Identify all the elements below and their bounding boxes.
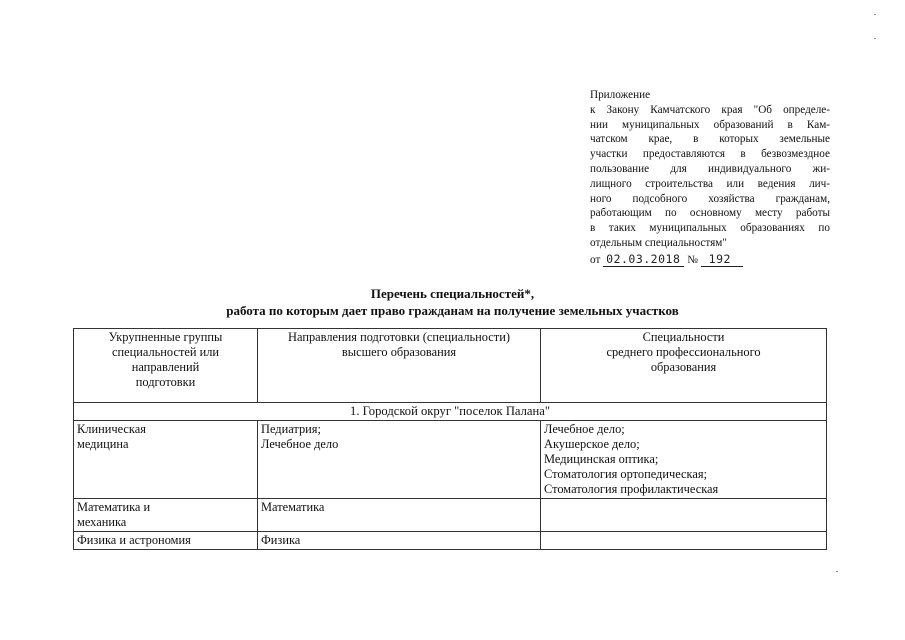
section-row [74, 403, 827, 421]
section-title: 1. Городской округ "поселок Палана" [74, 403, 827, 421]
table-row [74, 532, 827, 550]
appendix-text-line: нии муниципальных образований в Кам- [590, 118, 830, 131]
appendix-text-line: чатском крае, в которых земельные [590, 133, 830, 146]
appendix-text-line: работающим по основному месту работы [590, 207, 830, 220]
appendix-text-line: к Закону Камчатского края "Об определе- [590, 103, 830, 116]
title-line-2: работа по которым дает право гражданам на получение земельных участков [226, 303, 679, 318]
appendix-text-line: ного подсобного хозяйства гражданам, [590, 192, 830, 205]
title-line-1: Перечень специальностей*, [370, 286, 535, 301]
appendix-text-line: в таких муниципальных образованиях по [590, 222, 830, 235]
scan-speck [836, 571, 838, 572]
scan-speck [874, 14, 876, 15]
cell-secondary [541, 532, 827, 550]
specialties-table [73, 328, 827, 550]
header-higher-education: Направления подготовки (специальности) высшего образования [258, 329, 541, 403]
appendix-block [590, 88, 830, 268]
table-row [74, 421, 827, 499]
cell-secondary [541, 499, 827, 532]
header-groups: Укрупненные группы специальностей или направлений подготовки [74, 329, 258, 403]
cell-higher: Педиатрия; Лечебное дело [258, 421, 541, 499]
from-label: от [590, 253, 601, 266]
appendix-text-line: пользование для индивидуального жи- [590, 162, 830, 175]
cell-secondary: Лечебное дело; Акушерское дело; Медицинская оптика; Стоматология ортопедическая; Стоматология профилактическая [541, 421, 827, 499]
document-title [0, 285, 905, 319]
table-header-row [74, 329, 827, 403]
appendix-label: Приложение [590, 89, 651, 101]
cell-higher: Математика [258, 499, 541, 532]
appendix-text-line: участки предоставляются в безвозмездное [590, 148, 830, 161]
table-row [74, 499, 827, 532]
cell-higher: Физика [258, 532, 541, 550]
cell-group: Клиническая медицина [74, 421, 258, 499]
appendix-text-line: отдельным специальностям" [590, 236, 727, 249]
handwritten-date: 02.03.2018 [603, 252, 684, 267]
number-label: № [687, 253, 698, 266]
cell-group: Физика и астрономия [74, 532, 258, 550]
cell-group: Математика и механика [74, 499, 258, 532]
handwritten-number: 192 [701, 252, 743, 267]
scan-speck [874, 38, 876, 39]
appendix-text-line: лищного строительства или ведения лич- [590, 177, 830, 190]
header-secondary-education: Специальности среднего профессионального образования [541, 329, 827, 403]
appendix-date-row [590, 252, 830, 268]
